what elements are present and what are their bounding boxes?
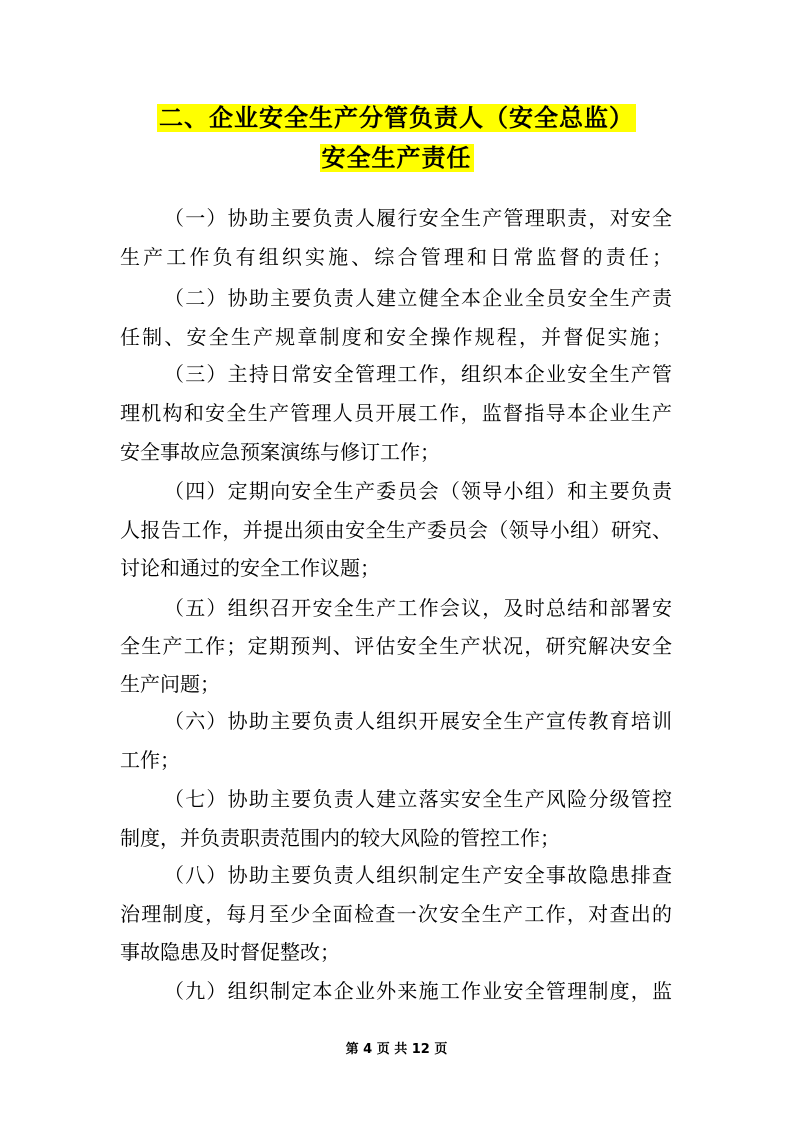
paragraph-7-line-2: 制度，并负责职责范围内的较大风险的管控工作； bbox=[120, 826, 560, 850]
paragraph-6-line-2: 工作； bbox=[120, 748, 180, 772]
paragraph-7-line-1: （七）协助主要负责人建立落实安全生产风险分级管控 bbox=[164, 787, 672, 811]
paragraph-5-line-2: 全生产工作；定期预判、评估安全生产状况，研究解决安全 bbox=[120, 634, 672, 658]
paragraph-4-line-3: 讨论和通过的安全工作议题； bbox=[120, 556, 380, 580]
paragraph-1-line-2: 生产工作负有组织实施、综合管理和日常监督的责任； bbox=[120, 245, 672, 269]
page-footer: 第 4 页 共 12 页 bbox=[345, 1042, 448, 1057]
paragraph-2-line-2: 任制、安全生产规章制度和安全操作规程，并督促实施； bbox=[120, 325, 672, 349]
paragraph-2-line-1: （二）协助主要负责人建立健全本企业全员安全生产责 bbox=[164, 286, 672, 310]
paragraph-6-line-1: （六）协助主要负责人组织开展安全生产宣传教育培训 bbox=[164, 709, 672, 733]
paragraph-5-line-1: （五）组织召开安全生产工作会议，及时总结和部署安 bbox=[164, 596, 672, 620]
paragraph-8-line-1: （八）协助主要负责人组织制定生产安全事故隐患排查 bbox=[164, 863, 672, 887]
paragraph-1-line-1: （一）协助主要负责人履行安全生产管理职责，对安全 bbox=[164, 206, 672, 230]
paragraph-9-line-1: （九）组织制定本企业外来施工作业安全管理制度，监 bbox=[164, 979, 672, 1003]
paragraph-4-line-2: 人报告工作，并提出须由安全生产委员会（领导小组）研究、 bbox=[120, 518, 672, 542]
document-title-line-1 bbox=[0, 100, 793, 136]
title-line-1-text: 二、企业安全生产分管负责人（安全总监） bbox=[159, 104, 634, 132]
paragraph-3-line-3: 安全事故应急预案演练与修订工作； bbox=[120, 440, 440, 464]
paragraph-8-line-3: 事故隐患及时督促整改； bbox=[120, 940, 340, 964]
paragraph-3-line-2: 理机构和安全生产管理人员开展工作，监督指导本企业生产 bbox=[120, 401, 672, 425]
paragraph-4-line-1: （四）定期向安全生产委员会（领导小组）和主要负责 bbox=[164, 479, 672, 503]
document-title-line-2 bbox=[0, 140, 793, 176]
title-line-2-text: 安全生产责任 bbox=[321, 144, 472, 172]
paragraph-5-line-3: 生产问题； bbox=[120, 672, 220, 696]
paragraph-8-line-2: 治理制度，每月至少全面检查一次安全生产工作，对查出的 bbox=[120, 902, 672, 926]
paragraph-3-line-1: （三）主持日常安全管理工作，组织本企业安全生产管 bbox=[164, 362, 672, 386]
